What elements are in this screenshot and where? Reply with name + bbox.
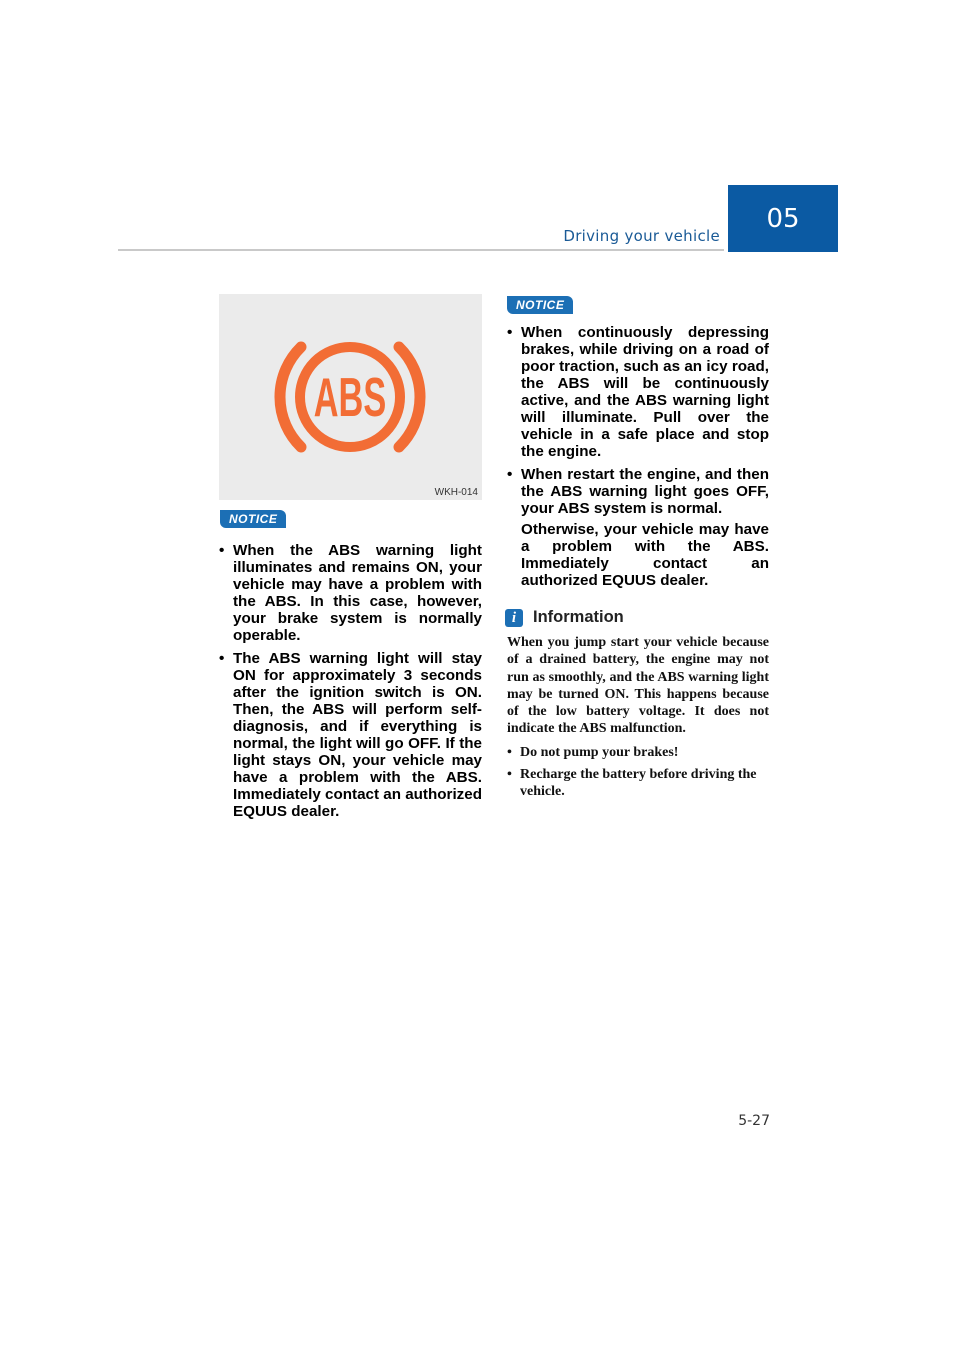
abs-warning-figure	[219, 294, 482, 500]
abs-label: ABS	[313, 366, 387, 428]
list-item: • Do not pump your brakes!	[507, 744, 769, 761]
information-body	[507, 634, 769, 806]
notice-badge-left: NOTICE	[220, 510, 286, 528]
list-item: • The ABS warning light will stay ON for approximately 3 seconds after the ignition switch is ON. Then, the ABS will perform self-diagnosis, and if everything is normal, the light will go OFF. If the light stays ON, your vehicle may have a problem with the ABS. Immediately contact an authorized EQUUS dealer.	[217, 650, 482, 820]
abs-warning-icon	[219, 294, 482, 500]
information-text: When you jump start your vehicle because of a drained battery, the engine may not run as smoothly, and the ABS warning light may be turned ON. This happens because of the low battery voltage. It does not indicate the ABS malfunction.	[507, 635, 769, 737]
figure-code: WKH-014	[434, 487, 478, 498]
right-notice-body	[505, 324, 769, 589]
section-title: Driving your vehicle	[563, 227, 720, 245]
list-item: • When continuously depressing brakes, while driving on a road of poor traction, such as an icy road, the ABS will be continuously active, and the ABS warning light will illuminate. Pull over the vehicle in a safe place and stop the engine.	[505, 324, 769, 460]
info-icon: i	[505, 609, 523, 627]
list-item: • When restart the engine, and then the ABS warning light goes OFF, your ABS system is normal.	[505, 466, 769, 517]
header-divider	[118, 249, 724, 251]
list-item: • When the ABS warning light illuminates and remains ON, your vehicle may have a problem with the ABS. In this case, however, your brake system is normally operable.	[217, 542, 482, 644]
information-heading	[505, 608, 624, 627]
chapter-tab: 05	[728, 185, 838, 252]
notice-followup: Otherwise, your vehicle may have a problem with the ABS. Immediately contact an authorized EQUUS dealer.	[521, 521, 769, 589]
page-number: 5-27	[738, 1113, 770, 1129]
notice-badge-right: NOTICE	[507, 296, 573, 314]
information-title: Information	[533, 608, 624, 626]
left-notice-body	[217, 542, 482, 826]
list-item: • Recharge the battery before driving the vehicle.	[507, 766, 769, 801]
